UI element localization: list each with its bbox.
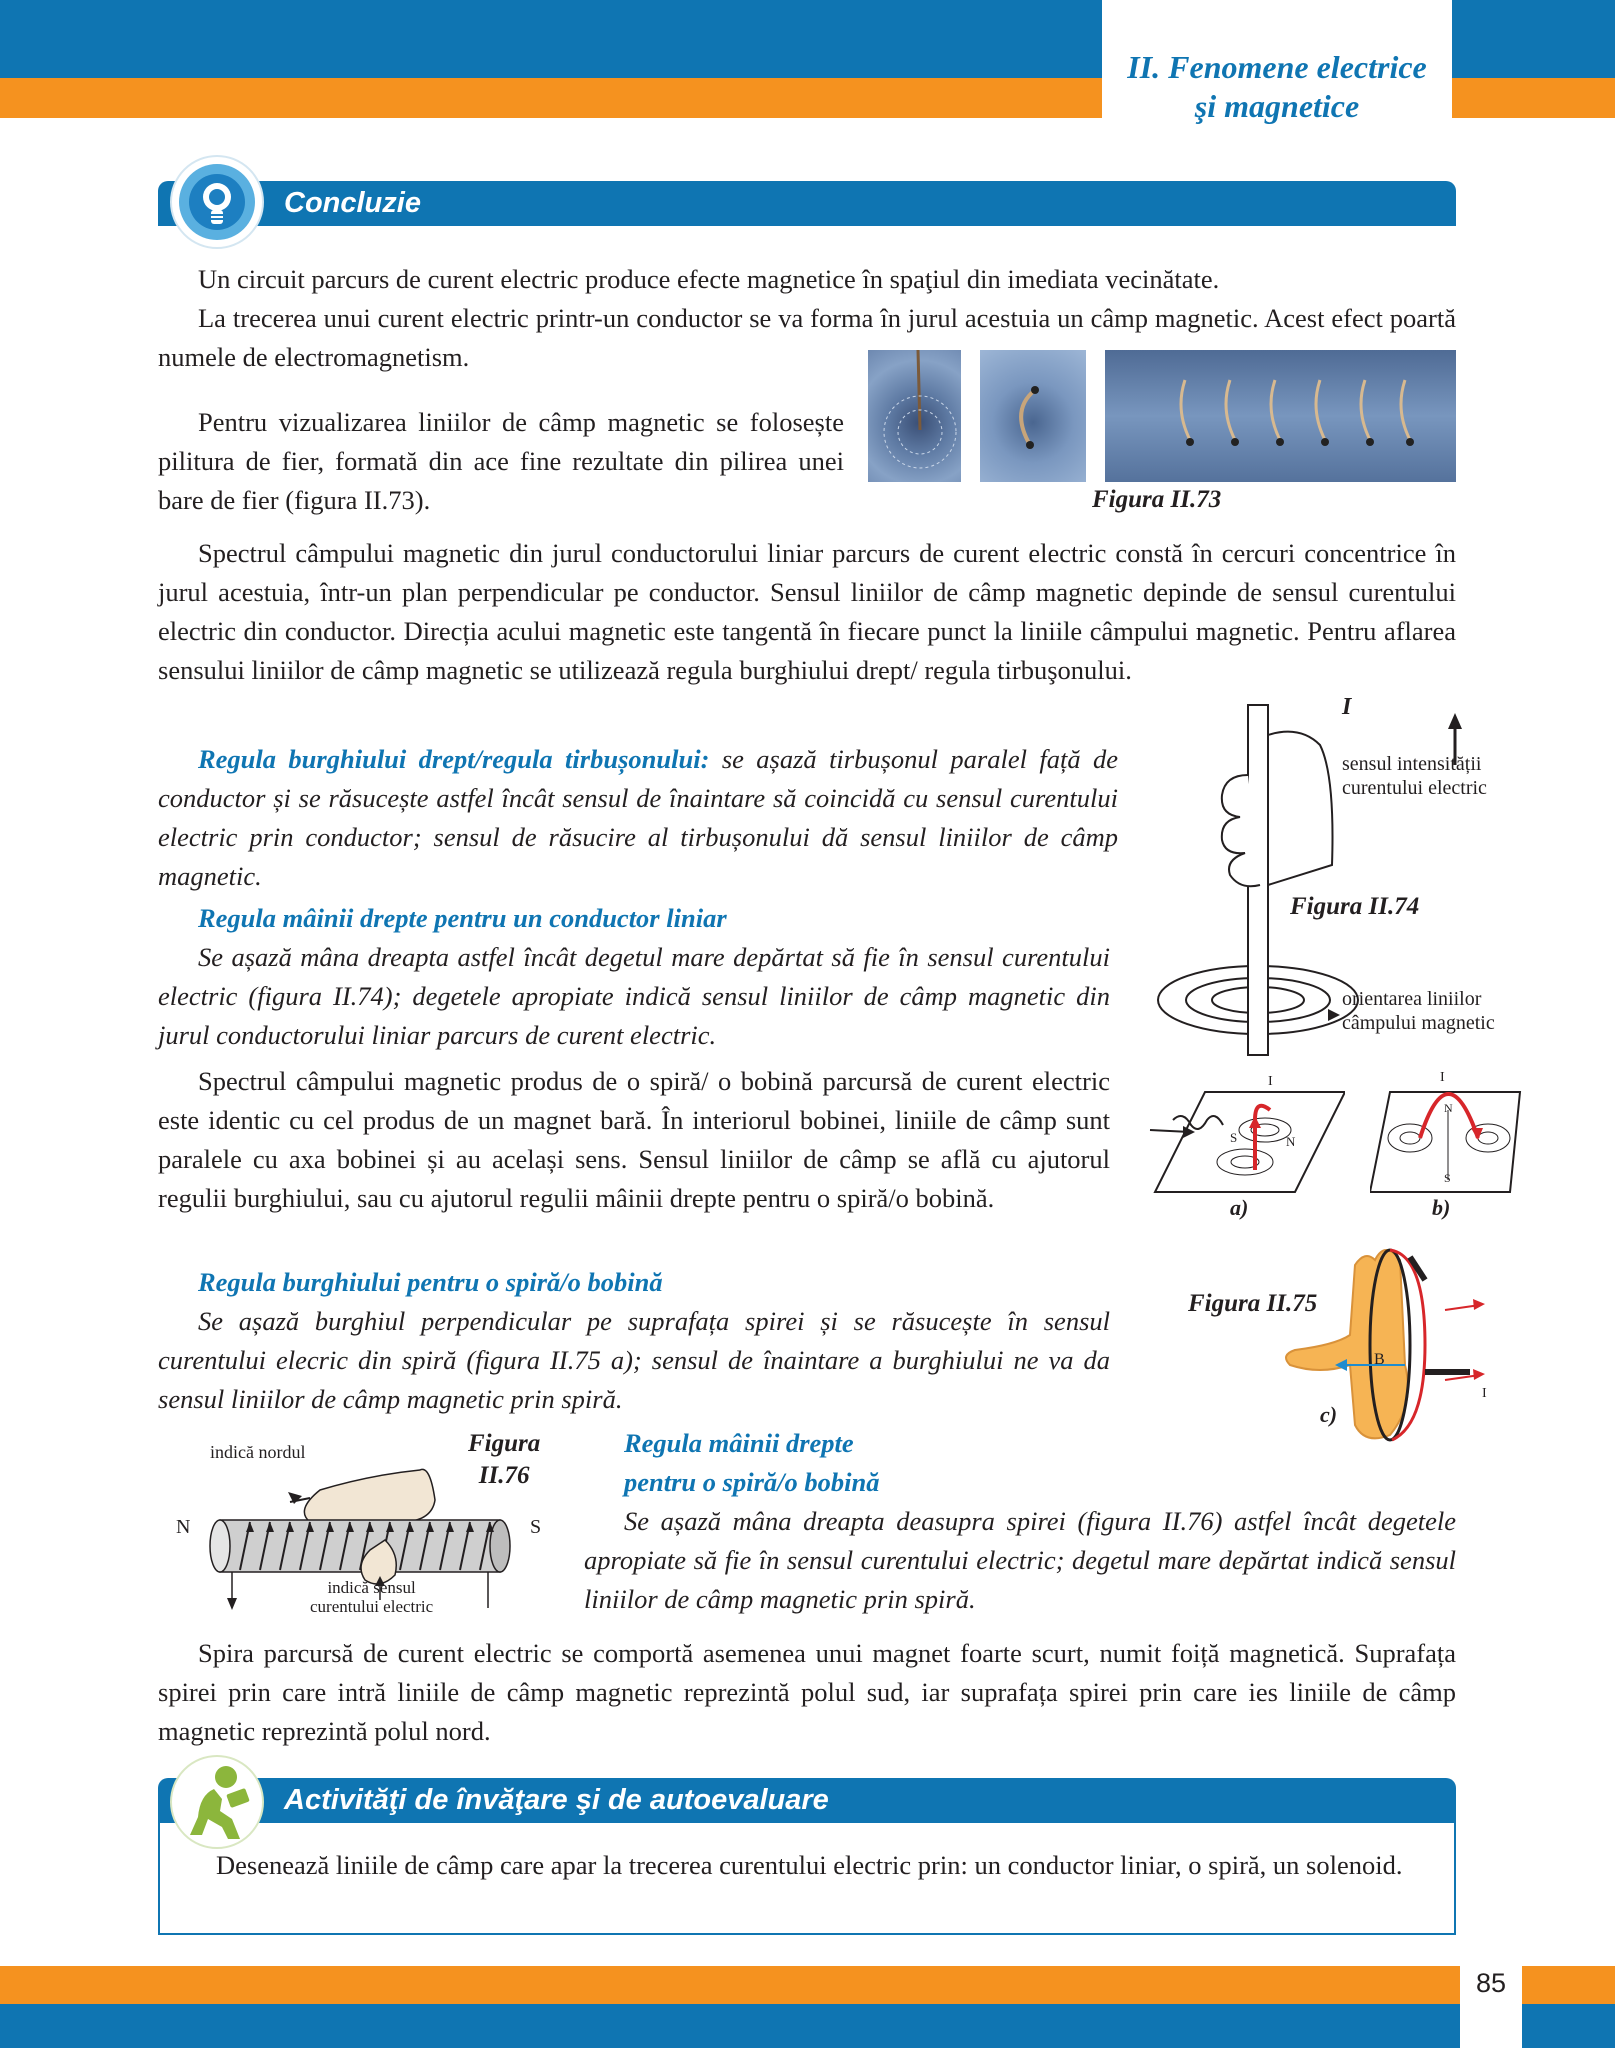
chapter-title: II. Fenomene electrice şi magnetice: [1127, 49, 1427, 124]
rule-corkscrew-text: se așază tirbușonul paralel față de conductor și se răsucește astfel încât sensul de înaintare să coincidă cu sensul curentului electric prin conductor; sensul de răsucire al tirbușonului dă sensul liniilor de câmp magnetic.: [158, 744, 1119, 891]
rule-right-hand-coil-text: Se așază mâna dreapta deasupra spirei (figura II.76) astfel încât degetele apropiate să fie în sensul curentului electric; degetul mare depărtat indică sensul liniilor de câmp magnetic prin spiră.: [584, 1506, 1456, 1614]
fig76-N: N: [176, 1516, 191, 1538]
footer-blue-band: [0, 2004, 1615, 2048]
conclusion-title: Concluzie: [284, 187, 421, 219]
activities-title: Activităţi de învăţare şi de autoevaluare: [284, 1784, 829, 1816]
rule-right-hand-coil-title-2: pentru o spiră/o bobină: [624, 1467, 880, 1497]
rule-drill-coil-title: Regula burghiului pentru o spiră/o bobină: [198, 1267, 663, 1297]
fig75a-I: I: [1268, 1074, 1273, 1089]
rule-right-hand-coil-title-1: Regula mâinii drepte: [624, 1428, 854, 1458]
fig75a-N: N: [1286, 1134, 1296, 1149]
paragraph-5: Spectrul câmpului magnetic produs de o spiră/ o bobină parcursă de curent electric este identic cu cel produs de un magnet bară. În interiorul bobinei, liniile de câmp sunt paralele cu axa bobinei și au același sens. Sensul liniilor de câmp se află cu ajutorul regulii burghiului, sau cu ajutorul regulii mâinii drepte pentru o spiră/o bobină.: [158, 1066, 1110, 1213]
rule-corkscrew: [158, 740, 1118, 896]
figure-74-caption: Figura II.74: [1290, 893, 1420, 920]
footer-orange-band: [0, 1966, 1615, 2004]
fig76-north-label: indică nordul: [210, 1442, 306, 1462]
figure-75-caption: Figura II.75: [1188, 1290, 1318, 1317]
paragraph-1: Un circuit parcurs de curent electric produce efecte magnetice în spaţiul din imediata vecinătate.: [198, 264, 1220, 294]
rule-right-hand-linear-title: Regula mâinii drepte pentru un conductor liniar: [198, 903, 727, 933]
activities-banner: [158, 1778, 1456, 1823]
page-number: 85: [1475, 1968, 1507, 1998]
figure-75c-hand: [1280, 1235, 1505, 1450]
figure-73-caption: Figura II.73: [1092, 486, 1222, 513]
iron-filings-photo-3: [1105, 350, 1456, 482]
rule-right-hand-linear: [158, 899, 1110, 1055]
fig75-label-a: a): [1230, 1195, 1249, 1220]
fig75c-I: I: [1482, 1386, 1487, 1401]
activity-text: Desenează liniile de câmp care apar la trecerea curentului electric prin: un conductor liniar, o spiră, un solenoid.: [216, 1850, 1403, 1880]
fig75-label-b: b): [1432, 1195, 1451, 1220]
fig75c-B: B: [1374, 1351, 1385, 1368]
paragraph-6: Spira parcursă de curent electric se comportă asemenea unui magnet foarte scurt, numit foiță magnetică. Suprafața spirei prin care intră liniile de câmp magnetic reprezintă polul sud, iar suprafața spirei prin care ies liniile de câmp magnetic reprezintă polul nord.: [158, 1638, 1456, 1746]
rule-drill-coil-text: Se așază burghiul perpendicular pe suprafața spirei și se răsucește în sensul curentului elecric din spiră (figura II.75 a); sensul de înaintare a burghiului ne va da sensul liniilor de câmp magnetic prin spiră.: [158, 1306, 1110, 1414]
fig75b-N: N: [1444, 1101, 1453, 1115]
fig75-label-c: c): [1320, 1402, 1338, 1427]
fig76-S: S: [530, 1516, 542, 1538]
fig74-current-label: sensul intensității curentului electric: [1342, 753, 1487, 799]
iron-filings-photo-2: [980, 350, 1086, 482]
paragraph-2: La trecerea unui curent electric printr-un conductor se va forma în jurul acestuia un câmp magnetic. Acest efect poartă numele de electromagnetism.: [158, 303, 1456, 372]
fig74-field-label: orientarea liniilor câmpului magnetic: [1342, 988, 1495, 1034]
reading-student-icon: [170, 1755, 264, 1849]
figure-76-caption: Figura II.76: [468, 1430, 541, 1489]
conclusion-banner: [158, 181, 1456, 226]
fig75b-S: S: [1444, 1171, 1451, 1185]
iron-filings-photo-1: [868, 350, 961, 482]
figure-75a-diagram: [1145, 1070, 1345, 1195]
paragraph-4: Spectrul câmpului magnetic din jurul conductorului liniar parcurs de curent electric constă în cercuri concentrice în jurul acestuia, într-un plan perpendicular pe conductor. Sensul liniilor de câmp magnetic depinde de sensul curentului electric din conductor. Direcția acului magnetic este tangentă în fiecare punct la liniile câmpului magnetic. Pentru aflarea sensului liniilor de câmp magnetic se utilizează regula burghiului drept/ regula tirbuşonului.: [158, 538, 1456, 685]
fig74-current-symbol: I: [1342, 694, 1352, 720]
fig75b-I: I: [1440, 1070, 1445, 1085]
lightbulb-icon: [170, 155, 264, 249]
fig76-current-label: indică sensul curentului electric: [310, 1578, 434, 1616]
rule-drill-coil: [158, 1263, 1110, 1419]
fig75a-S: S: [1230, 1130, 1238, 1145]
paragraph-3: Pentru vizualizarea liniilor de câmp magnetic se folosește pilitura de fier, formată din ace fine rezultate din pilirea unei bare de fier (figura II.73).: [158, 407, 844, 515]
rule-right-hand-coil: [584, 1424, 1456, 1619]
rule-right-hand-linear-text: Se așază mâna dreapta astfel încât degetul mare depărtat să fie în sensul curentului electric (figura II.74); degetele apropiate indică sensul liniilor de câmp magnetic din jurul conductorului liniar parcurs de curent electric.: [158, 942, 1110, 1050]
rule-corkscrew-title: Regula burghiului drept/regula tirbușonului:: [198, 744, 710, 774]
